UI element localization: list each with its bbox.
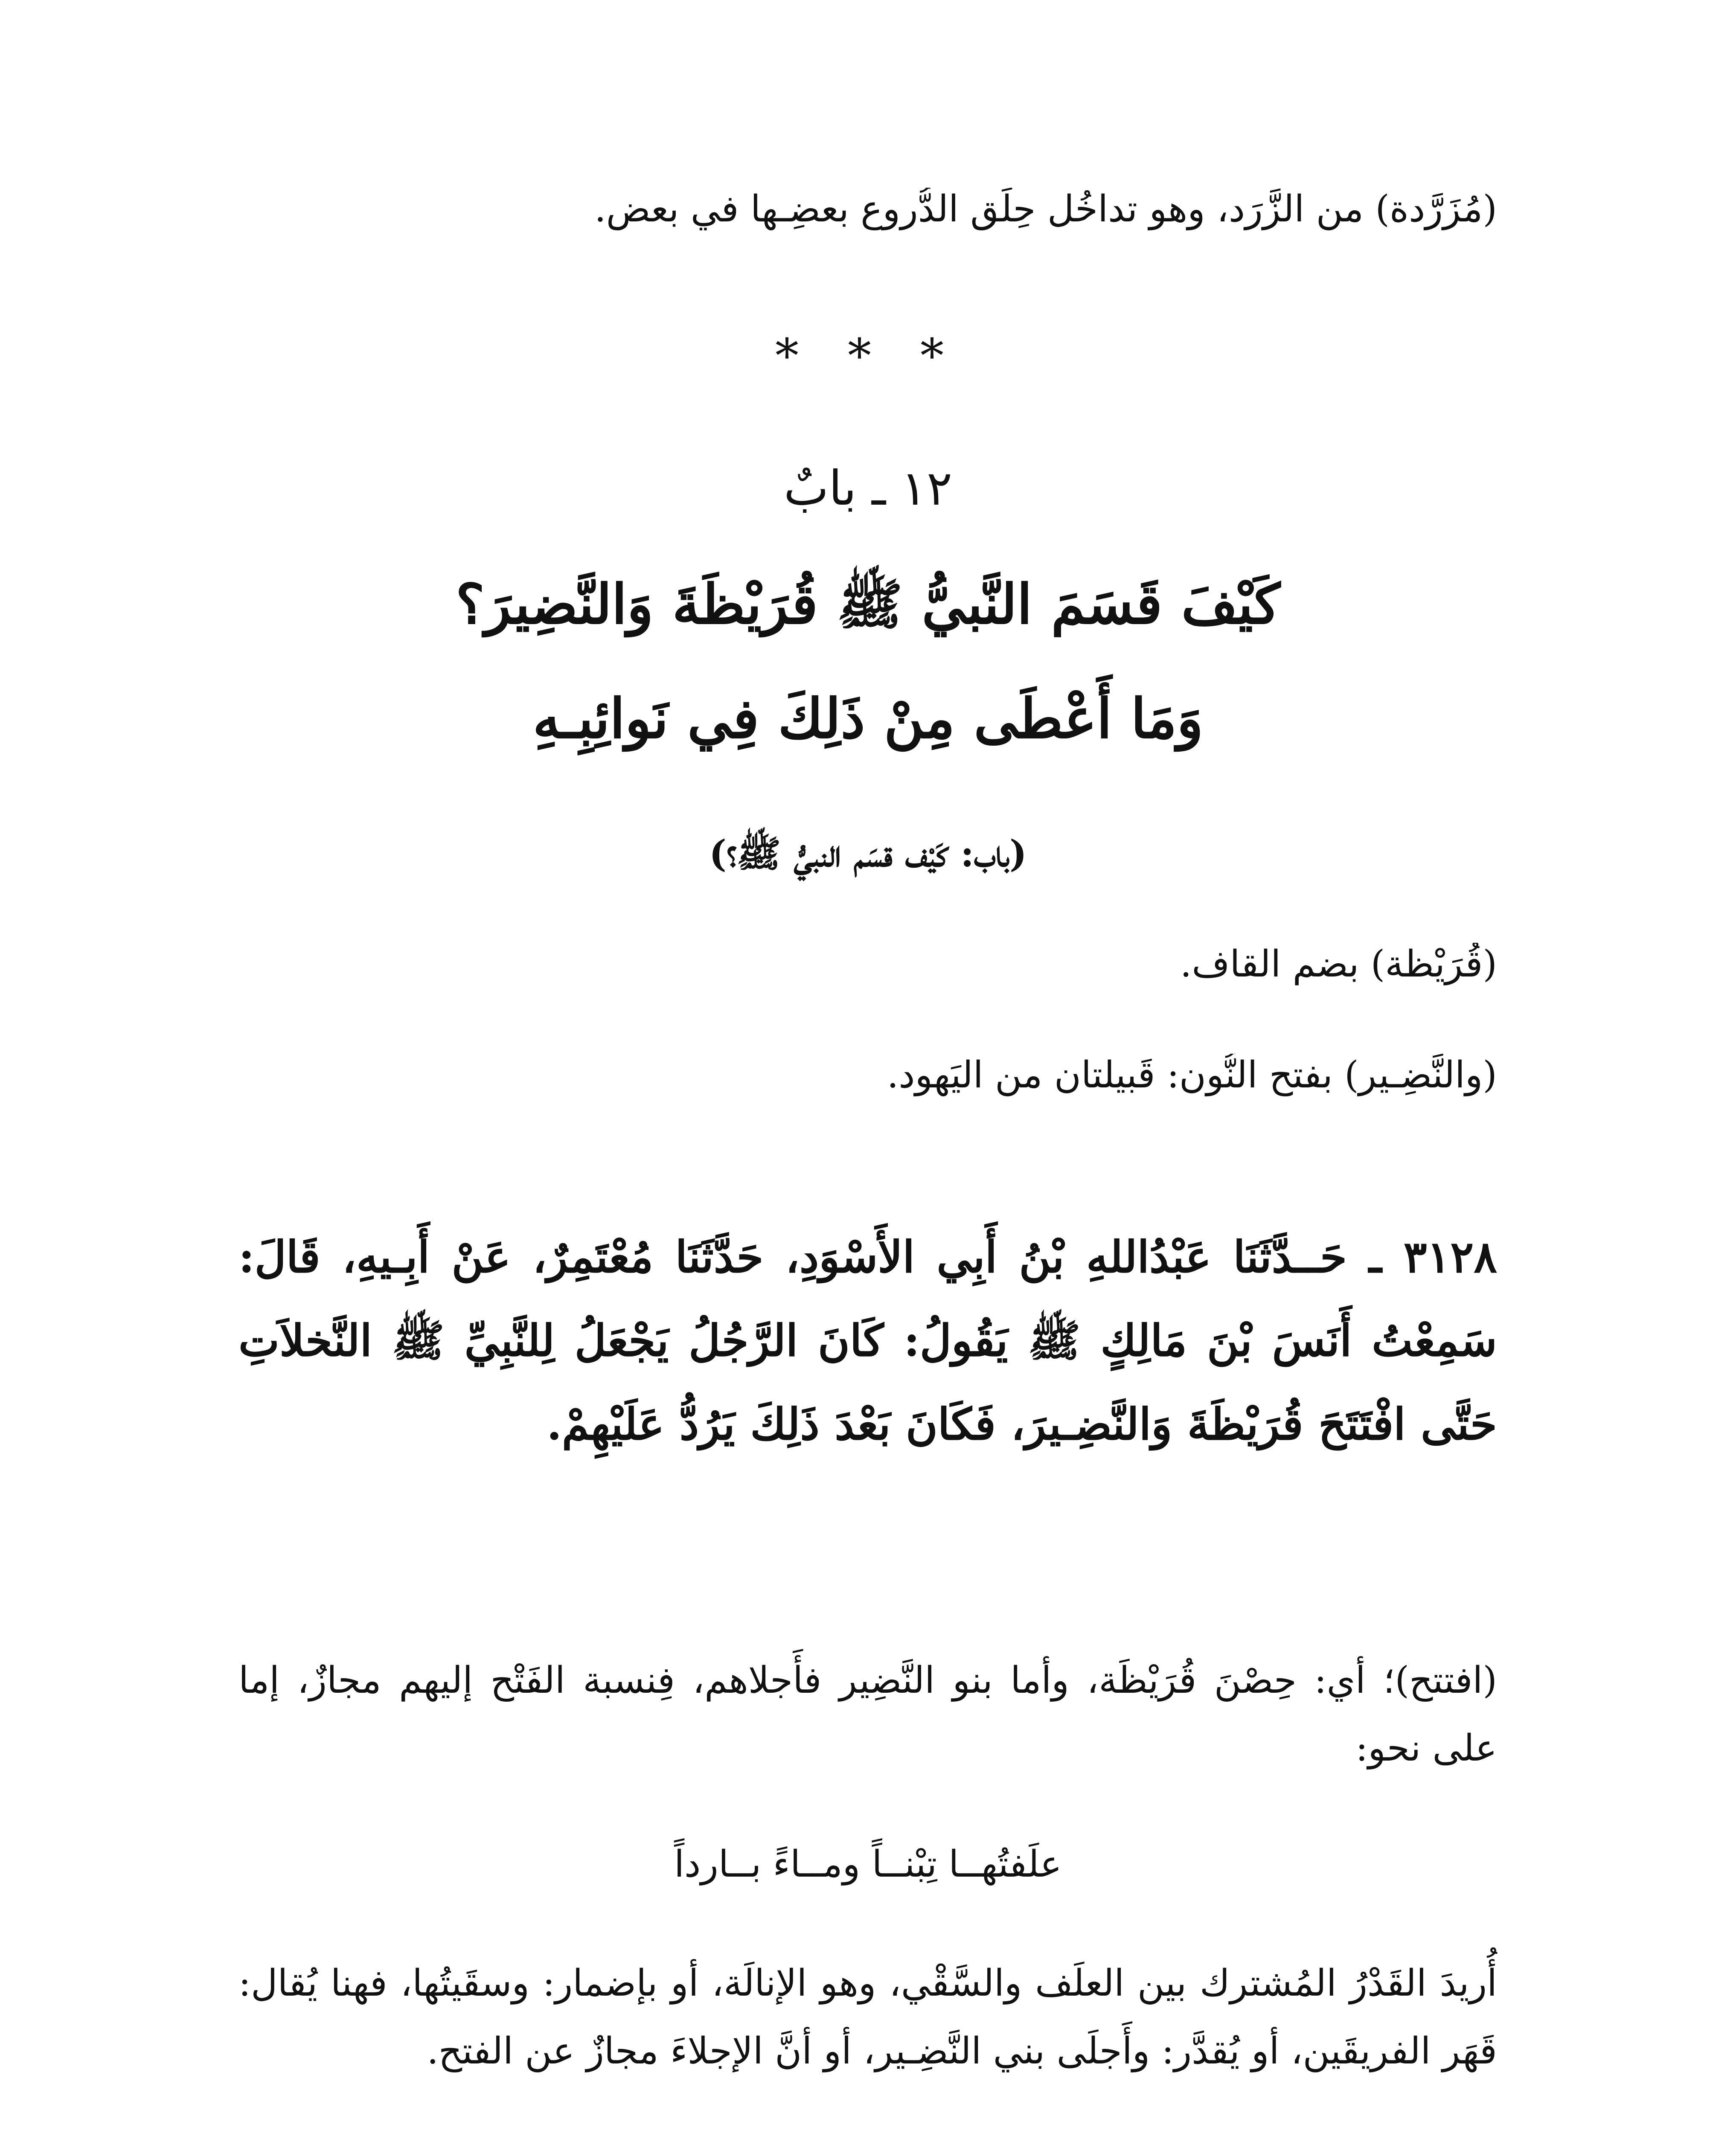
bab-explanation: (باب: كَيْف قسَم النبيُّ ﷺ؟) [709,832,1027,875]
top-line: (مُزَرَّدة) من الزَّرَد، وهو تداخُل حِلَق الدُّروع بعضِـها في بعضٍ. [594,188,1497,230]
chapter-title-line-1: كَيْفَ قَسَمَ النَّبيُّ ﷺ قُرَيْظَةَ وَالنَّضِيرَ؟ [456,572,1280,636]
poetry-verse: علَفتُهــا تِبْنــاً ومــاءً بــارداً [674,1843,1062,1886]
chapter-title-line-2: وَمَا أَعْطَى مِنْ ذَلِكَ فِي نَوائِبِـهِ [532,687,1204,751]
commentary-paragraph-2: أُريدَ القَدْرُ المُشترك بين العلَف والسَّقْي، وهو الإنالَة، أو بإضمار: وسقَيتُها، فهنا يُقال: قَهَر الفريقَين، أو يُقدَّر: وأَجلَى بني النَّضِـير، أو أنَّ الإجلاءَ مجازٌ عن الفتح. [238,1962,1497,2073]
chapter-number: ١٢ ـ بابٌ [783,461,953,516]
nadir-note: (والنَّضِـير) بفتح النُّون: قَبيلتان من اليَهود. [887,1054,1497,1096]
section-separator-stars: * * * [775,328,961,383]
commentary-paragraph-1: (افتتح)؛ أي: حِصْنَ قُرَيْظَة، وأما بنو النَّضِير فأَجلاهم، فِنسبة الفَتْح إليهم مجازٌ، إما على نحو: [238,1659,1497,1770]
hadith-text: ٣١٢٨ ـ حَــدَّثَنَا عَبْدُاللهِ بْنُ أَبِي الأَسْوَدِ، حَدَّثَنَا مُعْتَمِرٌ، عَنْ أَبِـيهِ، قَالَ: سَمِعْتُ أَنَسَ بْنَ مَالِكٍ ﷺ يَقُولُ: كَانَ الرَّجُلُ يَجْعَلُ لِلنَّبِيِّ ﷺ النَّخلاَتِ حَتَّى افْتَتَحَ قُرَيْظَةَ وَالنَّضِـيرَ، فَكَانَ بَعْدَ ذَلِكَ يَرُدُّ عَلَيْهِمْ. [238,1232,1497,1450]
qurayza-note: (قُرَيْظة) بضم القاف. [1180,943,1497,985]
